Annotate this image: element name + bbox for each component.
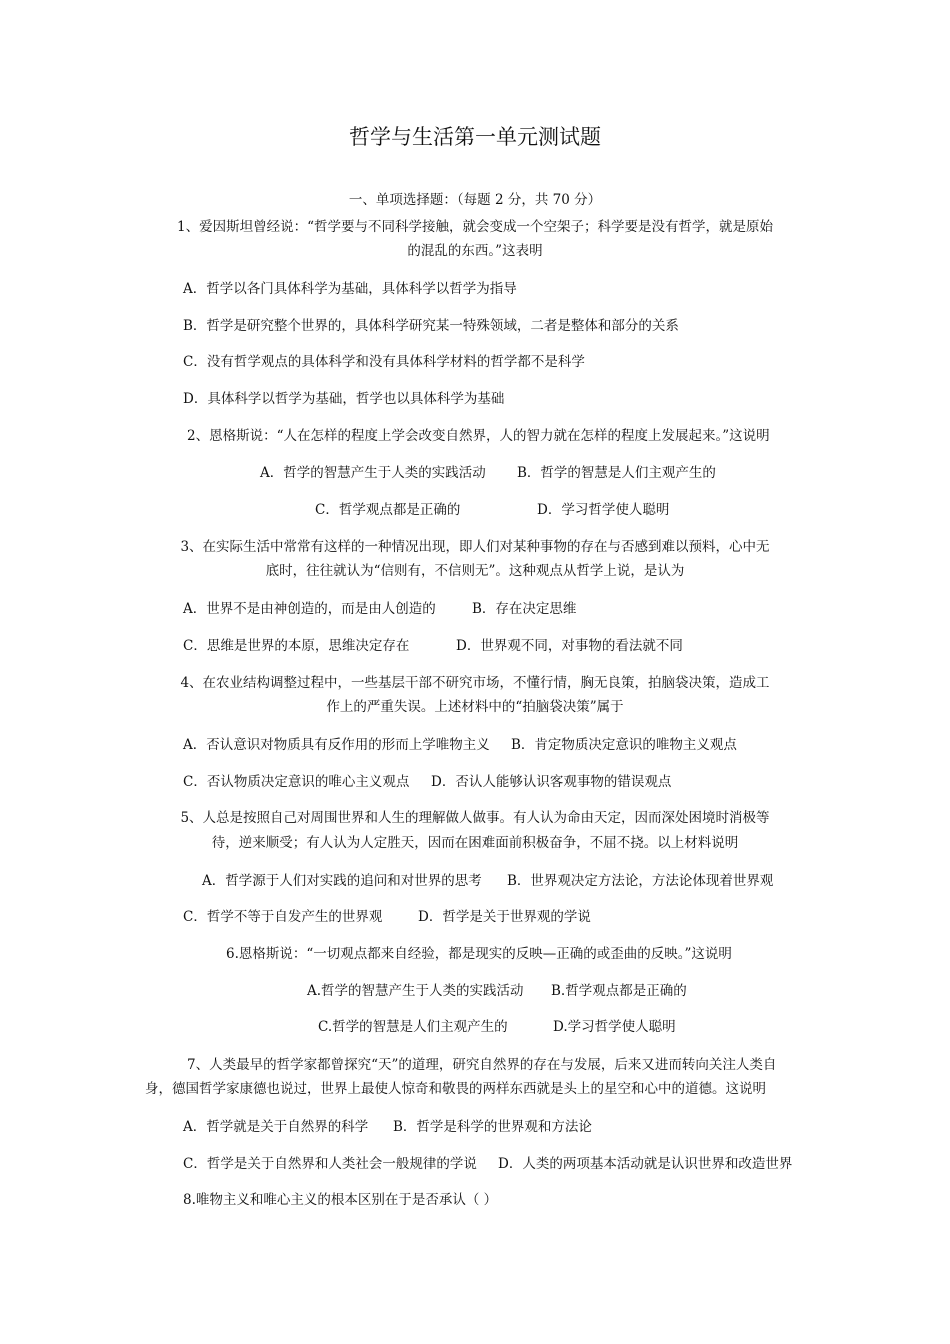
question-4-option-b: B．肯定物质决定意识的唯物主义观点 <box>511 737 737 753</box>
question-8-stem: 8.唯物主义和唯心主义的根本区别在于是否承认（ ） <box>183 1192 498 1208</box>
page-title: 哲学与生活第一单元测试题 <box>349 125 601 149</box>
question-1-option-a: A．哲学以各门具体科学为基础，具体科学以哲学为指导 <box>183 281 517 297</box>
question-2-option-b: B．哲学的智慧是人们主观产生的 <box>517 465 716 481</box>
question-1-stem-line-2: 的混乱的东西。”这表明 <box>407 243 543 259</box>
question-5-option-d: D．哲学是关于世界观的学说 <box>418 909 591 925</box>
question-1-option-c: C．没有哲学观点的具体科学和没有具体科学材料的哲学都不是科学 <box>183 354 585 370</box>
question-3-option-a: A．世界不是由神创造的，而是由人创造的 <box>183 601 436 617</box>
question-3-stem-line-2: 底时，往往就认为“信则有，不信则无”。这种观点从哲学上说，是认为 <box>265 563 685 579</box>
question-4-option-d: D．否认人能够认识客观事物的错误观点 <box>431 774 672 790</box>
question-7-option-c: C．哲学是关于自然界和人类社会一般规律的学说 <box>183 1156 477 1172</box>
question-4-option-c: C．否认物质决定意识的唯心主义观点 <box>183 774 410 790</box>
question-5-option-c: C．哲学不等于自发产生的世界观 <box>183 909 383 925</box>
question-3-stem-line-1: 3、在实际生活中常常有这样的一种情况出现，即人们对某种事物的存在与否感到难以预料，心中无 <box>180 539 770 555</box>
question-7-stem-line-1: 7、人类最早的哲学家都曾探究“天”的道理，研究自然界的存在与发展，后来又进而转向关注人类自 <box>187 1057 777 1073</box>
question-5-option-b: B．世界观决定方法论，方法论体现着世界观 <box>507 873 774 889</box>
question-2-option-d: D．学习哲学使人聪明 <box>537 502 670 518</box>
question-3-option-d: D．世界观不同，对事物的看法就不同 <box>456 638 683 654</box>
question-5-stem-line-1: 5、人总是按照自己对周围世界和人生的理解做人做事。有人认为命由天定，因而深处困境时消极等 <box>180 810 770 826</box>
question-5-option-a: A．哲学源于人们对实践的追问和对世界的思考 <box>202 873 482 889</box>
question-7-option-a: A．哲学就是关于自然界的科学 <box>183 1119 369 1135</box>
question-4-stem-line-1: 4、在农业结构调整过程中，一些基层干部不研究市场，不懂行情，胸无良策，拍脑袋决策，造成工 <box>180 675 770 691</box>
question-1-option-b: B．哲学是研究整个世界的，具体科学研究某一特殊领域，二者是整体和部分的关系 <box>183 318 679 334</box>
question-6-option-d: D.学习哲学使人聪明 <box>553 1019 676 1035</box>
question-3-option-c: C．思维是世界的本原，思维决定存在 <box>183 638 410 654</box>
question-7-stem-line-2: 身，德国哲学家康德也说过，世界上最使人惊奇和敬畏的两样东西就是头上的星空和心中的道德。这说明 <box>145 1081 766 1097</box>
question-1-stem-line-1: 1、爱因斯坦曾经说：“哲学要与不同科学接触，就会变成一个空架子；科学要是没有哲学，就是原始 <box>177 219 773 235</box>
question-1-option-d: D．具体科学以哲学为基础，哲学也以具体科学为基础 <box>183 391 505 407</box>
question-2-stem: 2、恩格斯说：“人在怎样的程度上学会改变自然界，人的智力就在怎样的程度上发展起来。”这说明 <box>187 428 770 444</box>
question-6-stem: 6.恩格斯说：“一切观点都来自经验，都是现实的反映—正确的或歪曲的反映。”这说明 <box>226 946 732 962</box>
question-7-option-d: D．人类的两项基本活动就是认识世界和改造世界 <box>498 1156 793 1172</box>
question-3-option-b: B．存在决定思维 <box>472 601 577 617</box>
section-heading: 一、单项选择题：（每题 2 分，共 70 分） <box>348 192 602 208</box>
question-6-option-b: B.哲学观点都是正确的 <box>551 983 687 999</box>
question-5-stem-line-2: 待，逆来顺受；有人认为人定胜天，因而在困难面前积极奋争，不屈不挠。以上材料说明 <box>211 835 739 851</box>
question-6-option-a: A.哲学的智慧产生于人类的实践活动 <box>307 983 524 999</box>
question-6-option-c: C.哲学的智慧是人们主观产生的 <box>318 1019 508 1035</box>
question-2-option-a: A．哲学的智慧产生于人类的实践活动 <box>260 465 486 481</box>
question-2-option-c: C．哲学观点都是正确的 <box>315 502 461 518</box>
question-7-option-b: B．哲学是科学的世界观和方法论 <box>393 1119 592 1135</box>
question-4-stem-line-2: 作上的严重失误。上述材料中的“拍脑袋决策”属于 <box>326 699 624 715</box>
question-4-option-a: A．否认意识对物质具有反作用的形而上学唯物主义 <box>183 737 490 753</box>
